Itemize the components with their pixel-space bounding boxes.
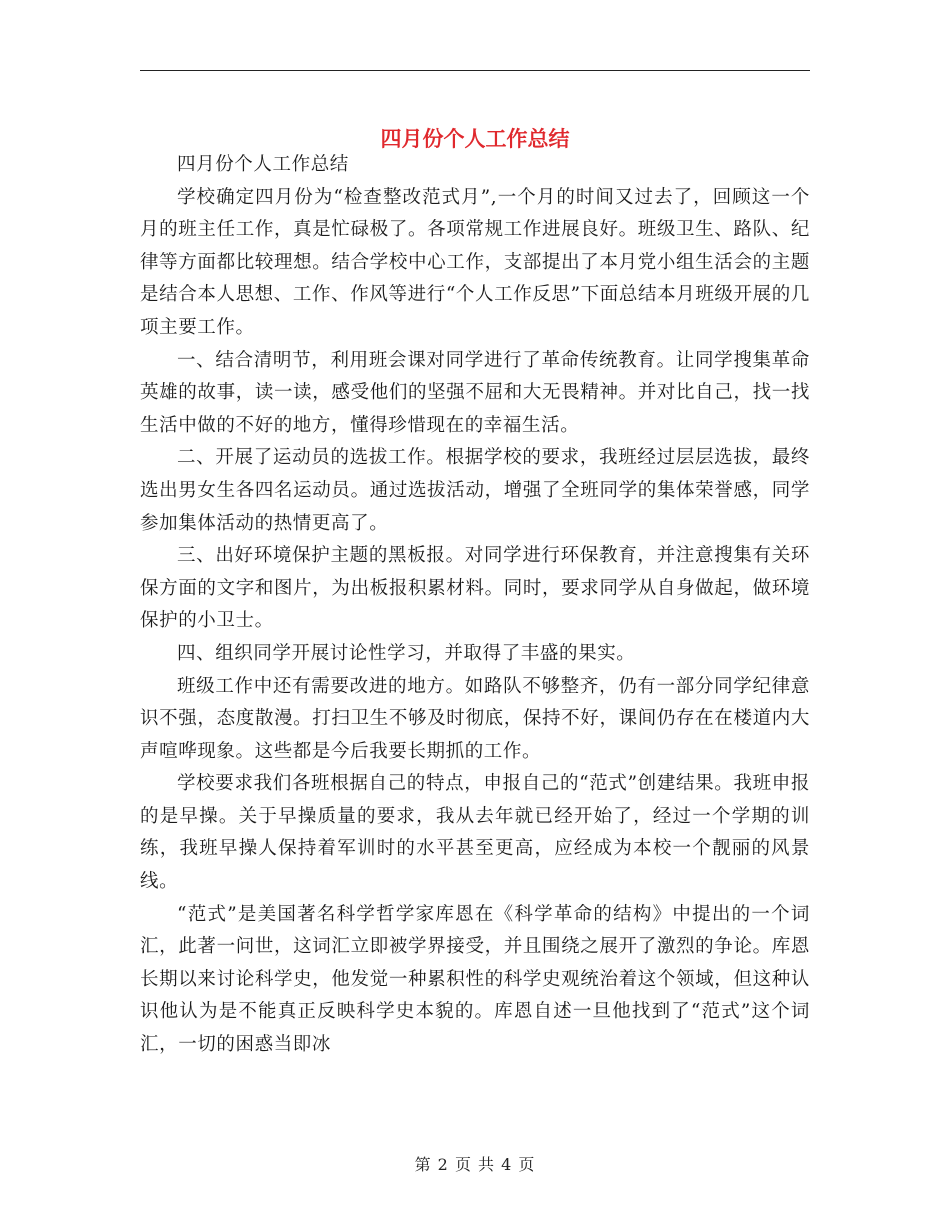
improvement-paragraph: 班级工作中还有需要改进的地方。如路队不够整齐，仍有一部分同学纪律意识不强，态度散漫。打扫卫生不够及时彻底，保持不好，课间仍存在在楼道内大声喧哗现象。这些都是今后我要长期抓的工作。 [140, 675, 810, 762]
page-number-footer: 第 2 页 共 4 页 [414, 1155, 536, 1174]
document-body [140, 149, 810, 1062]
document-title: 四月份个人工作总结 [380, 127, 570, 152]
item-three-paragraph: 三、出好环境保护主题的黑板报。对同学进行环保教育，并注意搜集有关环保方面的文字和图片，为出板报积累材料。同时，要求同学从自身做起，做环境保护的小卫士。 [140, 545, 810, 632]
header-rule [140, 70, 810, 71]
item-two-paragraph: 二、开展了运动员的选拔工作。根据学校的要求，我班经过层层选拔，最终选出男女生各四名运动员。通过选拔活动，增强了全班同学的集体荣誉感，同学参加集体活动的热情更高了。 [140, 447, 810, 534]
subtitle-paragraph: 四月份个人工作总结 [177, 154, 349, 175]
item-one-paragraph: 一、结合清明节，利用班会课对同学进行了革命传统教育。让同学搜集革命英雄的故事，读一读，感受他们的坚强不屈和大无畏精神。并对比自己，找一找生活中做的不好的地方，懂得珍惜现在的幸福生活。 [140, 349, 810, 436]
paradigm-report-paragraph: 学校要求我们各班根据自己的特点，申报自己的“范式”创建结果。我班申报的是早操。关于早操质量的要求，我从去年就已经开始了，经过一个学期的训练，我班早操人保持着军训时的水平甚至更高，应经成为本校一个靓丽的风景线。 [140, 773, 810, 893]
kuhn-paragraph: “范式”是美国著名科学哲学家库恩在《科学革命的结构》中提出的一个词汇，此著一问世，这词汇立即被学界接受，并且围绕之展开了激烈的争论。库恩长期以来讨论科学史，他发觉一种累积性的科学史观统治着这个领域，但这种认识他认为是不能真正反映科学史本貌的。库恩自述一旦他找到了“范式”这个词汇，一切的困惑当即冰 [140, 903, 810, 1056]
intro-paragraph: 学校确定四月份为“检查整改范式月”,一个月的时间又过去了，回顾这一个月的班主任工作，真是忙碌极了。各项常规工作进展良好。班级卫生、路队、纪律等方面都比较理想。结合学校中心工作，支部提出了本月党小组生活会的主题是结合本人思想、工作、作风等进行“个人工作反思”下面总结本月班级开展的几项主要工作。 [140, 186, 810, 338]
item-four-paragraph: 四、组织同学开展讨论性学习，并取得了丰盛的果实。 [177, 642, 636, 664]
